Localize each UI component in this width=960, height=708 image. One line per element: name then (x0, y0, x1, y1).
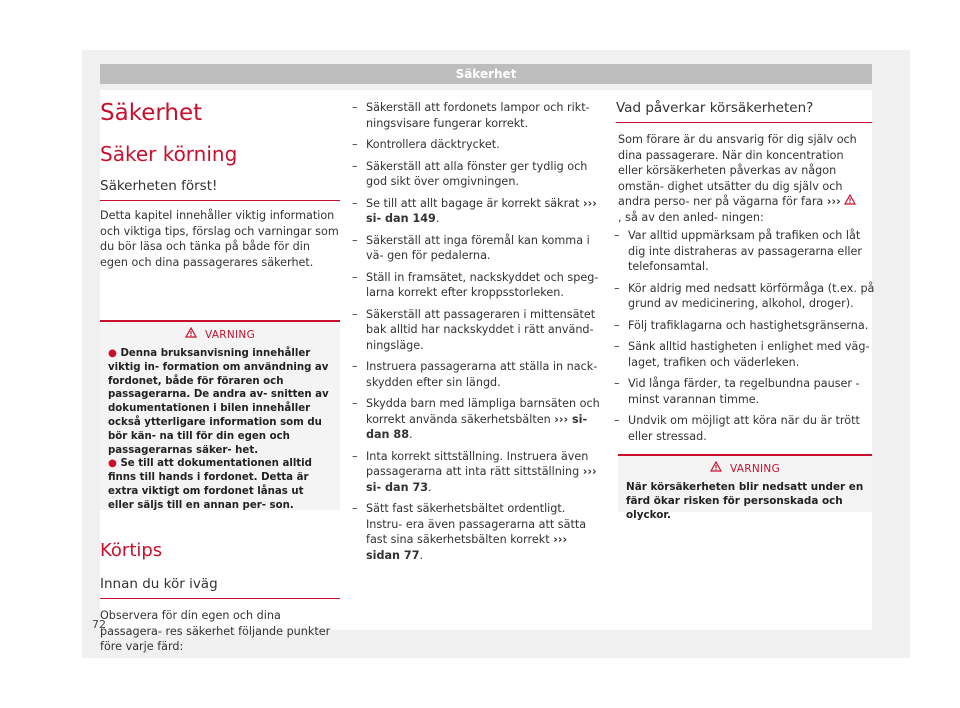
warning-triangle-icon (710, 461, 722, 475)
warning-item (108, 457, 332, 512)
right-intro-paragraph (618, 132, 858, 225)
list-item-text: Inta korrekt sittställning. Instruera även passagerarna att inta rätt sittställning (366, 449, 589, 478)
list-item (356, 307, 604, 354)
warning-item-text: Se till att dokumentationen alltid finns till hands i fordonet. Detta är extra viktigt om fordonet lånas ut eller säljs till en annan per- son. (108, 458, 312, 511)
bullet-icon: ● (108, 458, 121, 470)
list-item-text: Säkerställ att passageraren i mittensätet bak alltid har nackskyddet i rätt använd- ningsläge. (366, 307, 596, 352)
list-item (356, 100, 604, 131)
list-item-text: Ställ in framsätet, nackskyddet och speg- larna korrekt efter kroppsstorleken. (366, 270, 599, 299)
list-item (356, 233, 604, 264)
warning-triangle-icon (844, 195, 856, 208)
middle-column (340, 90, 602, 630)
right-column (602, 90, 875, 630)
warning-label: VARNING (204, 329, 256, 341)
page-header: Säkerhet (100, 64, 872, 84)
section-subtitle: Innan du kör iväg (100, 576, 340, 599)
list-item (356, 137, 604, 153)
intro-paragraph: Detta kapitel innehåller viktig information och viktiga tips, förslag och varningar som du bör läsa och tänka på både för din egen och dina passagerares säkerhet. (100, 209, 339, 269)
warning-box (618, 454, 872, 521)
list-item-text: Kontrollera däcktrycket. (366, 138, 500, 151)
page-reference-link[interactable]: ››› si- dan 88 (366, 412, 588, 441)
page-number: 72 (92, 618, 106, 631)
manual-page (82, 50, 910, 658)
list-item (356, 359, 604, 390)
list-item: – Var alltid uppmärksam på trafiken och låt dig inte distraheras av passagerarna eller telefonsamtal. (618, 228, 876, 275)
list-item-text: Skydda barn med lämpliga barnsäten och korrekt använda säkerhetsbälten (366, 397, 600, 426)
page-reference-link[interactable]: ››› si- dan 149 (366, 196, 597, 225)
list-item-tail: . (435, 212, 440, 225)
warning-header (100, 327, 340, 341)
intro-text-a: Som förare är du ansvarig för dig själv och dina passagerare. När din koncentration eller körsäkerheten påverkas av någon omstän- dighet utsätter du dig själv och andra perso- ner på vägarna för fara (618, 133, 857, 208)
list-item (356, 449, 604, 496)
list-item-text: Sätt fast säkerhetsbältet ordentligt. Instru- era även passagerarna att sätta fast sina säkerhetsbälten korrekt (366, 502, 587, 546)
page-reference-link[interactable]: ››› si- dan 73 (366, 465, 597, 494)
list-item-text: Se till att allt bagage är korrekt säkrat (366, 196, 584, 210)
chapter-title: Säkerhet (100, 100, 203, 126)
checklist (340, 100, 604, 569)
list-item: – Vid långa färder, ta regelbundna pauser - minst varannan timme. (618, 376, 876, 407)
list-item (356, 159, 604, 190)
section-heading: Säker körning (100, 142, 238, 166)
page-reference-link[interactable]: ››› sidan 77 (366, 533, 568, 562)
list-item: – Undvik om möjligt att köra när du är trött eller stressad. (618, 413, 876, 444)
subsection-heading: Säkerheten först! (100, 178, 340, 201)
list-item (356, 396, 604, 443)
warning-list (108, 347, 332, 513)
warning-text: När körsäkerheten blir nedsatt under en färd ökar risken för personskada och olyckor. (626, 481, 864, 521)
intro-text-b: , så av den anled- ningen: (618, 210, 764, 224)
list-item (356, 501, 604, 563)
left-column (100, 90, 340, 653)
list-item (356, 270, 604, 301)
list-item-text: Säkerställ att alla fönster ger tydlig och god sikt över omgivningen. (366, 159, 588, 188)
reference-arrows-link[interactable]: ››› (826, 195, 841, 208)
list-item-text: Säkerställ att inga föremål kan komma i vä- gen för pedalerna. (366, 233, 590, 262)
advice-list (602, 228, 876, 450)
list-item-tail: . (428, 480, 432, 494)
list-item (356, 196, 604, 227)
list-item: – Kör aldrig med nedsatt körförmåga (t.ex. på grund av medicinering, alkohol, droger). (618, 281, 876, 312)
list-item-text: Instruera passagerarna att ställa in nack- skydden efter sin längd. (366, 360, 598, 389)
warning-header (618, 461, 872, 475)
list-item: – Följ trafiklagarna och hastighetsgränserna. (618, 318, 876, 334)
warning-triangle-icon (185, 327, 197, 341)
list-item-tail: . (419, 548, 424, 562)
list-item: – Sänk alltid hastigheten i enlighet med väg- laget, trafiken och väderleken. (618, 339, 876, 370)
warning-item (108, 347, 332, 457)
list-item-text: Säkerställ att fordonets lampor och rikt- ningsvisare fungerar korrekt. (366, 101, 590, 130)
section-title-korstips: Körtips (100, 540, 163, 561)
bullet-icon: ● (108, 348, 121, 359)
warning-box (100, 320, 340, 510)
list-item-tail: . (409, 428, 413, 441)
warning-label: VARNING (729, 463, 781, 475)
section-paragraph: Observera för din egen och dina passagera- res säkerhet följande punkter före varje färd: (100, 609, 331, 653)
warning-item-text: Denna bruksanvisning innehåller viktig in- formation om användning av fordonet, både för föraren och passagerarna. De andra av- snitten av dokumentationen i bilen innehåller också ytterligare information som du bör kän- na till för din egen och passagerarnas säker- het. (108, 348, 329, 456)
section-heading-right: Vad påverkar körsäkerheten? (616, 100, 872, 123)
